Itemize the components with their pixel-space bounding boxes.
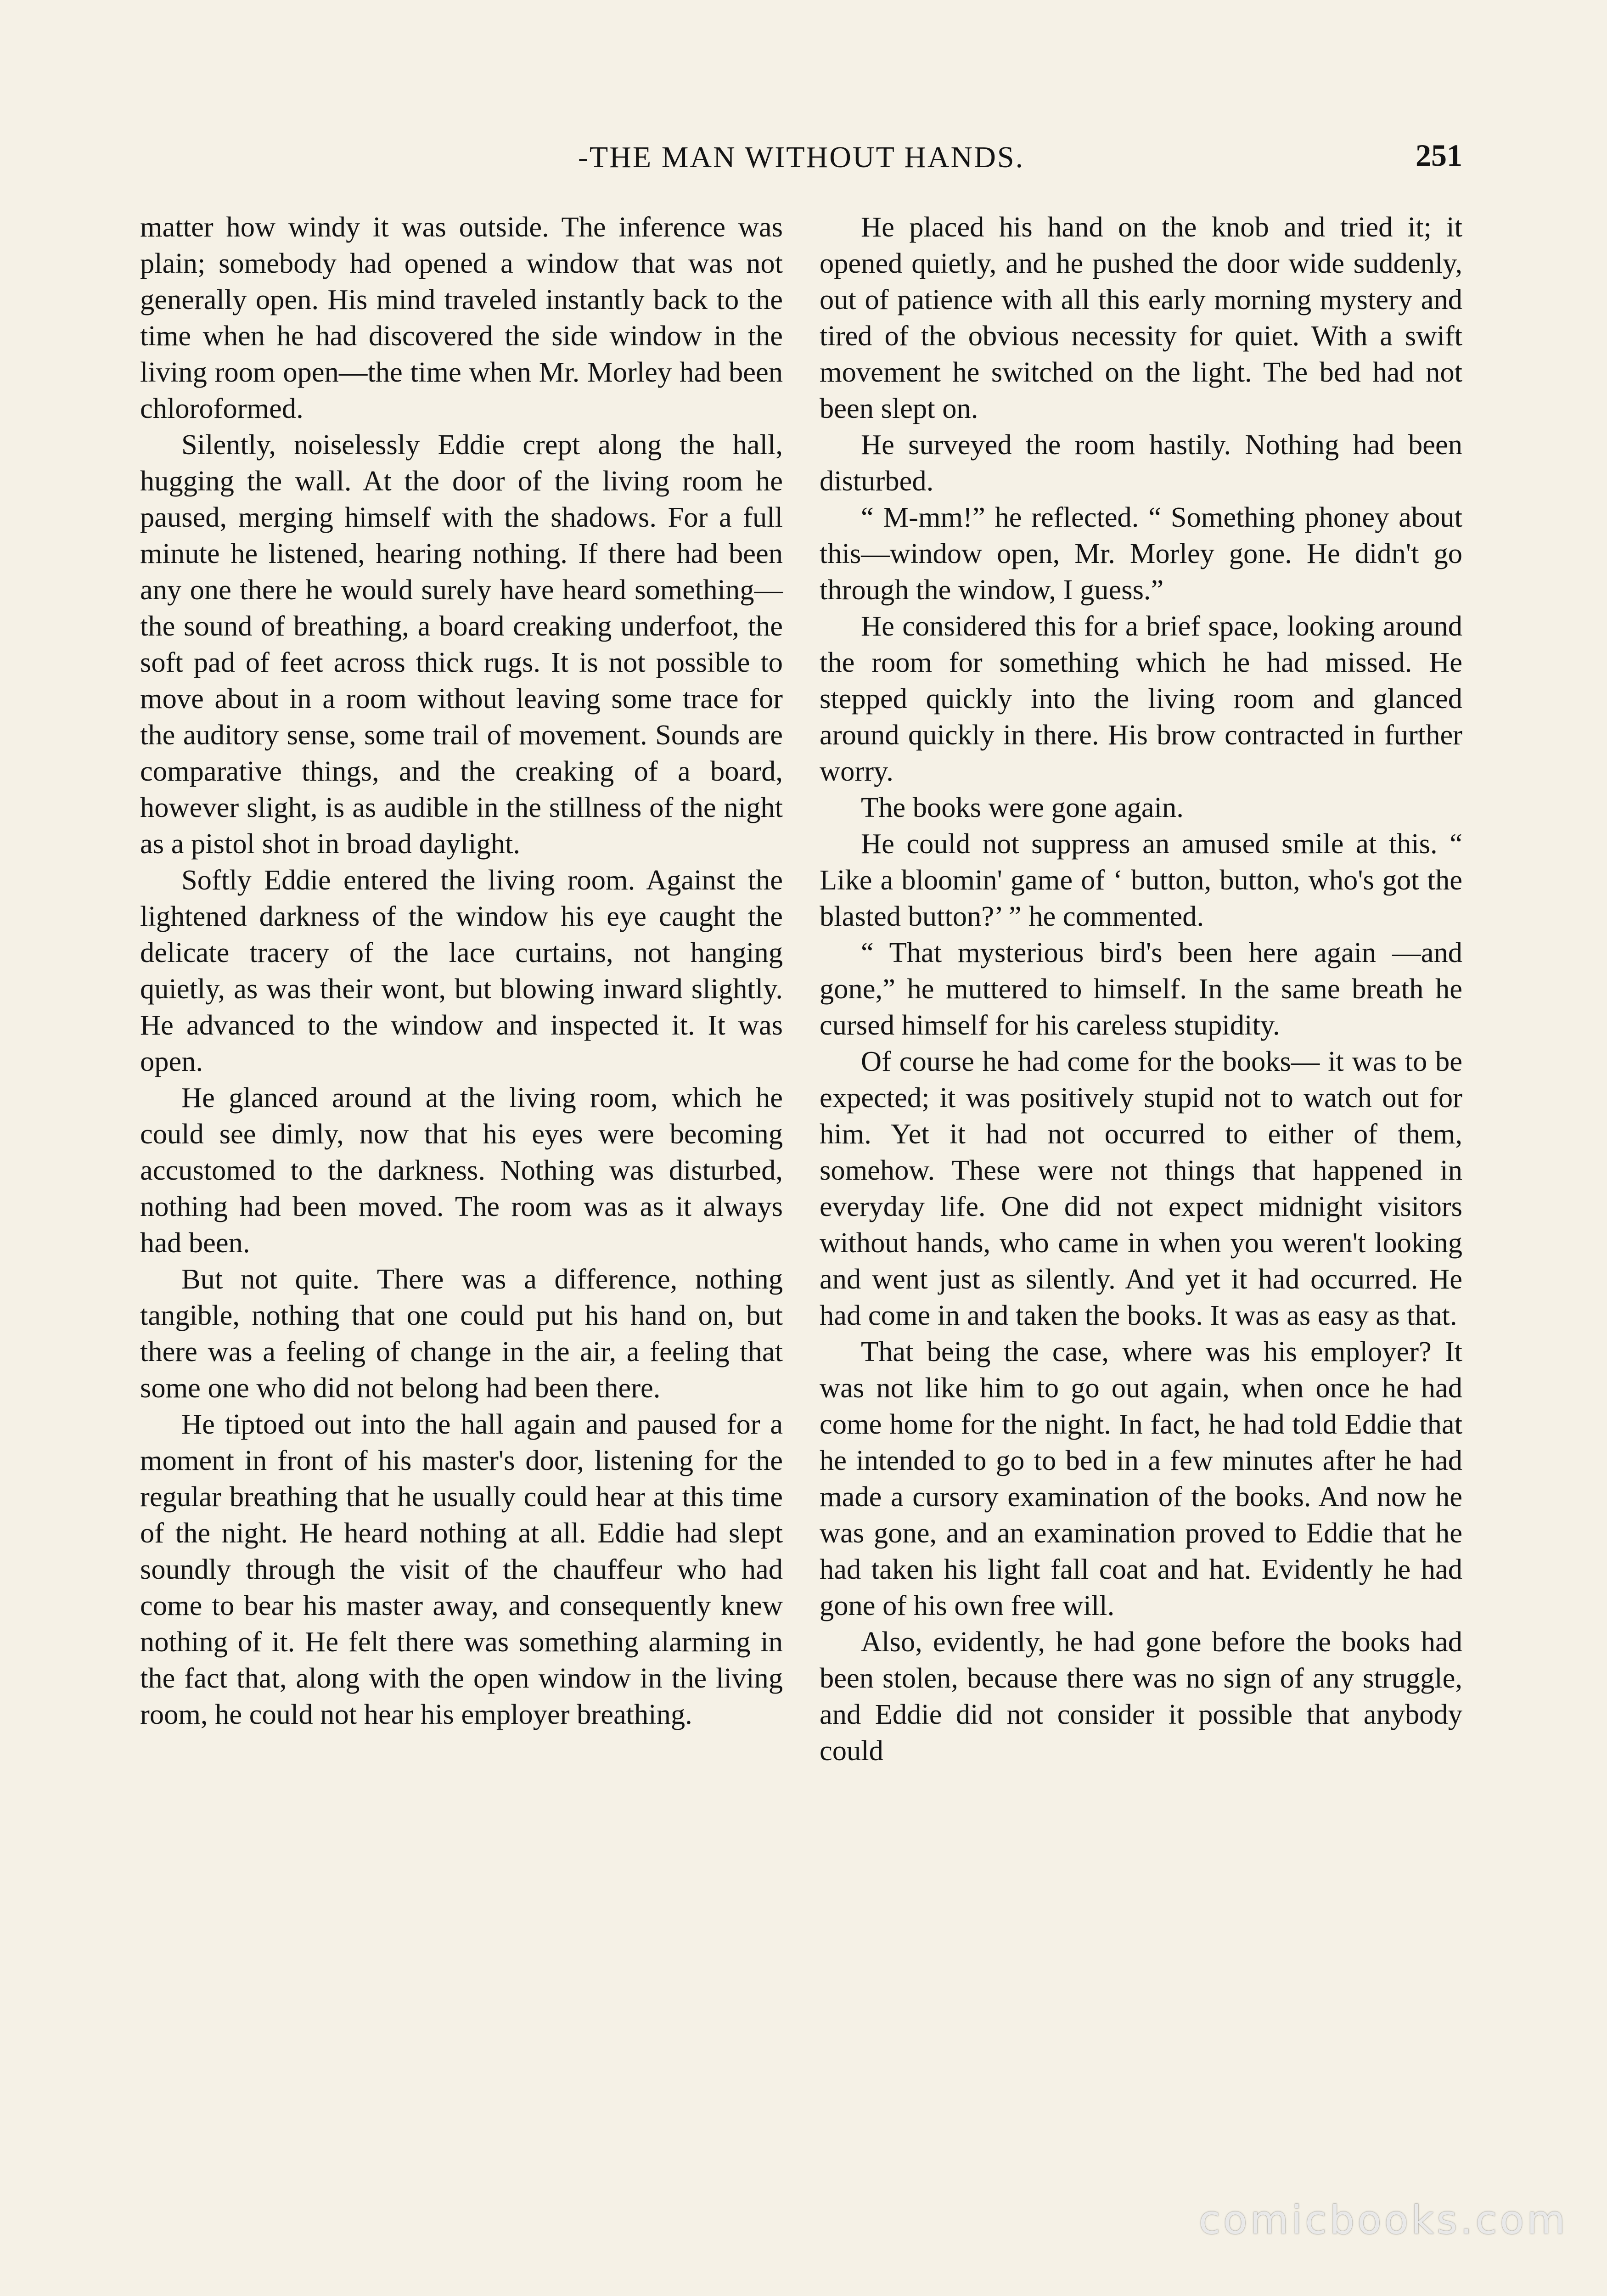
paragraph: The books were gone again. [861, 791, 1184, 823]
text-column-right [820, 209, 1462, 1769]
paragraph: Silently, noiselessly Eddie crept along the hall, hugging the wall. At the door of the living room he paused, merging himself with the shadows. For a full minute he listened, hearing nothing. If there had been any one there he would surely have heard something—the sound of breathing, a board creaking underfoot, the soft pad of feet across thick rugs. It is not possible to move about in a room without leaving some trace for the auditory sense, some trail of movement. Sounds are comparative things, and the creaking of a board, however slight, is as audible in the stillness of the night as a pistol shot in broad daylight. [140, 428, 783, 860]
paragraph: Softly Eddie entered the living room. Against the lightened darkness of the window his eye caught the delicate tracery of the lace curtains, not hanging quietly, as was their wont, but blowing inward slightly. He advanced to the window and inspected it. It was open. [140, 864, 783, 1077]
paragraph: He considered this for a brief space, looking around the room for something which he had missed. He stepped quickly into the living room and glanced around quickly in there. His brow contracted in further worry. [820, 610, 1462, 787]
paragraph: He tiptoed out into the hall again and paused for a moment in front of his master's door, listening for the regular breathing that he usually could hear at this time of the night. He heard nothing at all. Eddie had slept soundly through the visit of the chauffeur who had come to bear his master away, and consequently knew nothing of it. He felt there was something alarming in the fact that, along with the open window in the living room, he could not hear his employer breathing. [140, 1408, 783, 1730]
page-header [140, 135, 1462, 191]
paragraph: That being the case, where was his employer? It was not like him to go out again, when once he had come home for the night. In fact, he had told Eddie that he intended to go to bed in a few minutes after he had made a cursory examination of the books. And now he was gone, and an examination proved to Eddie that he had taken his light fall coat and hat. Evidently he had gone of his own free will. [820, 1335, 1462, 1621]
text-column-left [140, 209, 783, 1733]
paragraph: He surveyed the room hastily. Nothing had been disturbed. [820, 428, 1462, 497]
paragraph: matter how windy it was outside. The inference was plain; somebody had opened a window that was not generally open. His mind traveled instantly back to the time when he had discovered the side window in the living room open—the time when Mr. Morley had been chloroformed. [140, 211, 783, 424]
paragraph: But not quite. There was a difference, nothing tangible, nothing that one could put his hand on, but there was a feeling of change in the air, a feeling that some one who did not belong had been there. [140, 1263, 783, 1404]
running-title: -THE MAN WITHOUT HANDS. [578, 141, 1025, 174]
paragraph: He glanced around at the living room, which he could see dimly, now that his eyes were becoming accustomed to the darkness. Nothing was disturbed, nothing had been moved. The room was as it always had been. [140, 1081, 783, 1259]
page-number: 251 [1416, 138, 1462, 173]
paragraph: “ M-mm!” he reflected. “ Something phoney about this—window open, Mr. Morley gone. He didn't go through the window, I guess.” [820, 501, 1462, 606]
paragraph: Of course he had come for the books— it was to be expected; it was positively stupid not to watch out for him. Yet it had not occurred to either of them, somehow. These were not things that happened in everyday life. One did not expect midnight visitors without hands, who came in when you weren't looking and went just as silently. And yet it had occurred. He had come in and taken the books. It was as easy as that. [820, 1045, 1462, 1331]
paragraph: He placed his hand on the knob and tried it; it opened quietly, and he pushed the door wide suddenly, out of patience with all this early morning mystery and tired of the obvious necessity for quiet. With a swift movement he switched on the light. The bed had not been slept on. [820, 211, 1462, 424]
paragraph: He could not suppress an amused smile at this. “ Like a bloomin' game of ‘ button, button, who's got the blasted button?’ ” he commented. [820, 827, 1462, 932]
paragraph: Also, evidently, he had gone before the books had been stolen, because there was no sign of any struggle, and Eddie did not consider it possible that anybody could [820, 1626, 1462, 1767]
watermark: comicbooks.com [1198, 2197, 1568, 2243]
paragraph: “ That mysterious bird's been here again —and gone,” he muttered to himself. In the same breath he cursed himself for his careless stupidity. [820, 936, 1462, 1041]
